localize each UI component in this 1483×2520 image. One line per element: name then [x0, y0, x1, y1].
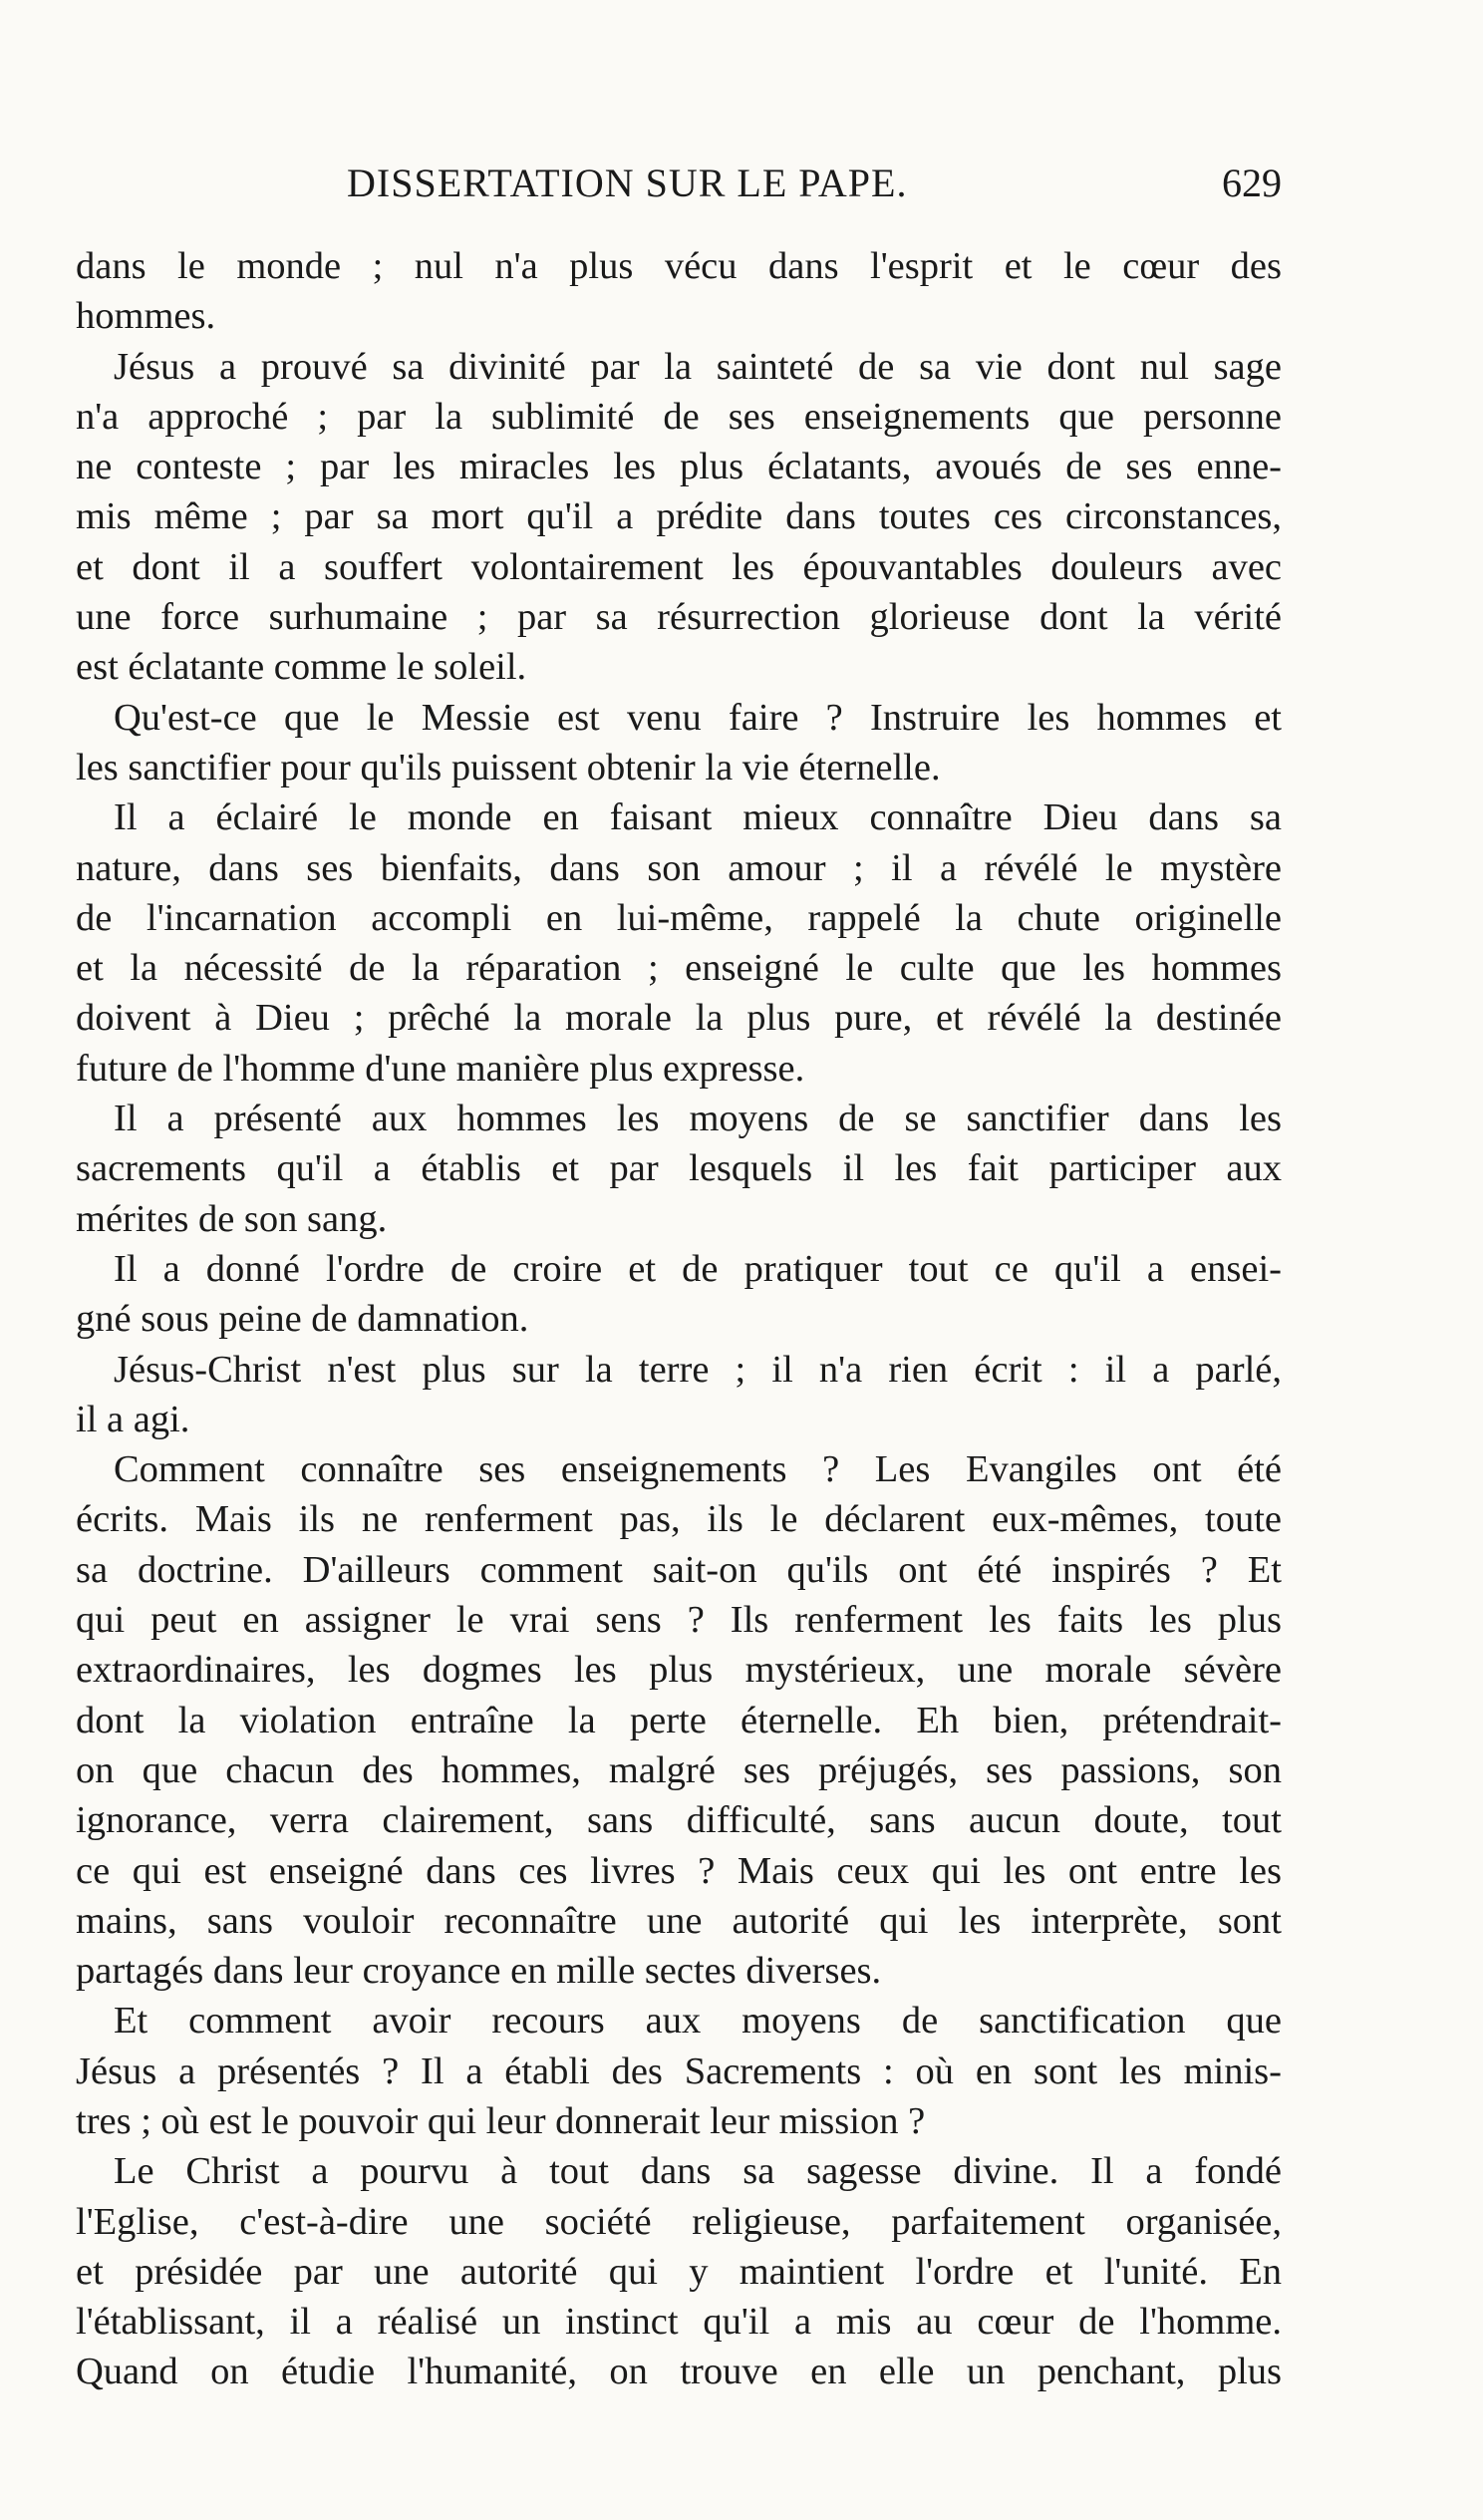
text-line: écrits. Mais ils ne renferment pas, ils le déclarent eux-mêmes, toute — [76, 1498, 1282, 1541]
text-line: et la nécessité de la réparation ; enseigné le culte que les hommes — [76, 947, 1282, 990]
text-line: tres ; où est le pouvoir qui leur donnerait leur mission ? — [76, 2099, 926, 2142]
text-line: future de l'homme d'une manière plus expresse. — [76, 1047, 805, 1090]
text-line: doivent à Dieu ; prêché la morale la plus pure, et révélé la destinée — [76, 997, 1282, 1040]
text-line: extraordinaires, les dogmes les plus mystérieux, une morale sévère — [76, 1649, 1282, 1692]
text-line: Qu'est-ce que le Messie est venu faire ? Instruire les hommes et — [114, 696, 1282, 739]
text-line: mis même ; par sa mort qu'il a prédite dans toutes ces circonstances, — [76, 495, 1282, 538]
text-line: dont la violation entraîne la perte éternelle. Eh bien, prétendrait- — [76, 1699, 1282, 1741]
text-line: Et comment avoir recours aux moyens de sanctification que — [114, 2000, 1282, 2043]
text-line: une force surhumaine ; par sa résurrection glorieuse dont la vérité — [76, 596, 1282, 639]
text-line: il a agi. — [76, 1398, 190, 1440]
running-head — [76, 159, 1282, 219]
text-line: on que chacun des hommes, malgré ses préjugés, ses passions, son — [76, 1748, 1282, 1791]
paragraph — [76, 1996, 1282, 2146]
text-line: dans le monde ; nul n'a plus vécu dans l'esprit et le cœur des — [76, 245, 1282, 287]
text-line: Jésus a prouvé sa divinité par la sainteté de sa vie dont nul sage — [114, 345, 1282, 388]
text-line: Jésus-Christ n'est plus sur la terre ; il n'a rien écrit : il a parlé, — [114, 1348, 1282, 1391]
running-title: DISSERTATION SUR LE PAPE. — [347, 160, 908, 205]
text-line: Il a éclairé le monde en faisant mieux connaître Dieu dans sa — [114, 796, 1282, 839]
text-line: de l'incarnation accompli en lui-même, rappelé la chute originelle — [76, 896, 1282, 939]
paragraph — [76, 2146, 1282, 2396]
paragraph — [76, 241, 1282, 342]
page-number: 629 — [1222, 160, 1282, 205]
text-line: l'établissant, il a réalisé un instinct qu'il a mis au cœur de l'homme. — [76, 2301, 1282, 2344]
paragraph — [76, 1244, 1282, 1345]
text-line: Quand on étudie l'humanité, on trouve en elle un penchant, plus — [76, 2351, 1282, 2393]
text-line: ce qui est enseigné dans ces livres ? Mais ceux qui les ont entre les — [76, 1849, 1282, 1892]
text-line: mérites de son sang. — [76, 1197, 388, 1240]
paragraph — [76, 342, 1282, 693]
text-line: l'Eglise, c'est-à-dire une société religieuse, parfaitement organisée, — [76, 2200, 1282, 2243]
paragraph — [76, 1345, 1282, 1445]
paragraph — [76, 1444, 1282, 1996]
text-line: est éclatante comme le soleil. — [76, 646, 527, 689]
text-line: n'a approché ; par la sublimité de ses enseignements que personne — [76, 395, 1282, 438]
text-line: ne conteste ; par les miracles les plus éclatants, avoués de ses enne- — [76, 446, 1282, 488]
text-line: mains, sans vouloir reconnaître une autorité qui les interprète, sont — [76, 1899, 1282, 1942]
text-line: Le Christ a pourvu à tout dans sa sagesse divine. Il a fondé — [114, 2150, 1282, 2193]
text-line: qui peut en assigner le vrai sens ? Ils renferment les faits les plus — [76, 1599, 1282, 1642]
text-line: Comment connaître ses enseignements ? Les Evangiles ont été — [114, 1448, 1282, 1491]
text-line: et dont il a souffert volontairement les épouvantables douleurs avec — [76, 545, 1282, 588]
text-line: nature, dans ses bienfaits, dans son amour ; il a révélé le mystère — [76, 846, 1282, 889]
paragraph — [76, 1094, 1282, 1244]
paragraph — [76, 693, 1282, 793]
text-line: sa doctrine. D'ailleurs comment sait-on qu'ils ont été inspirés ? Et — [76, 1548, 1282, 1591]
text-line: partagés dans leur croyance en mille sectes diverses. — [76, 1950, 882, 1993]
text-line: Jésus a présentés ? Il a établi des Sacrements : où en sont les minis- — [76, 2049, 1282, 2092]
text-line: les sanctifier pour qu'ils puissent obtenir la vie éternelle. — [76, 746, 941, 788]
text-line: hommes. — [76, 295, 216, 338]
text-line: et présidée par une autorité qui y maintient l'ordre et l'unité. En — [76, 2250, 1282, 2293]
text-line: ignorance, verra clairement, sans difficulté, sans aucun doute, tout — [76, 1799, 1282, 1842]
text-line: sacrements qu'il a établis et par lesquels il les fait participer aux — [76, 1147, 1282, 1190]
text-line: Il a présenté aux hommes les moyens de se sanctifier dans les — [114, 1098, 1282, 1140]
text-line: Il a donné l'ordre de croire et de pratiquer tout ce qu'il a ensei- — [114, 1247, 1282, 1290]
text-body — [76, 241, 1282, 2397]
paragraph — [76, 792, 1282, 1094]
text-line: gné sous peine de damnation. — [76, 1298, 529, 1341]
